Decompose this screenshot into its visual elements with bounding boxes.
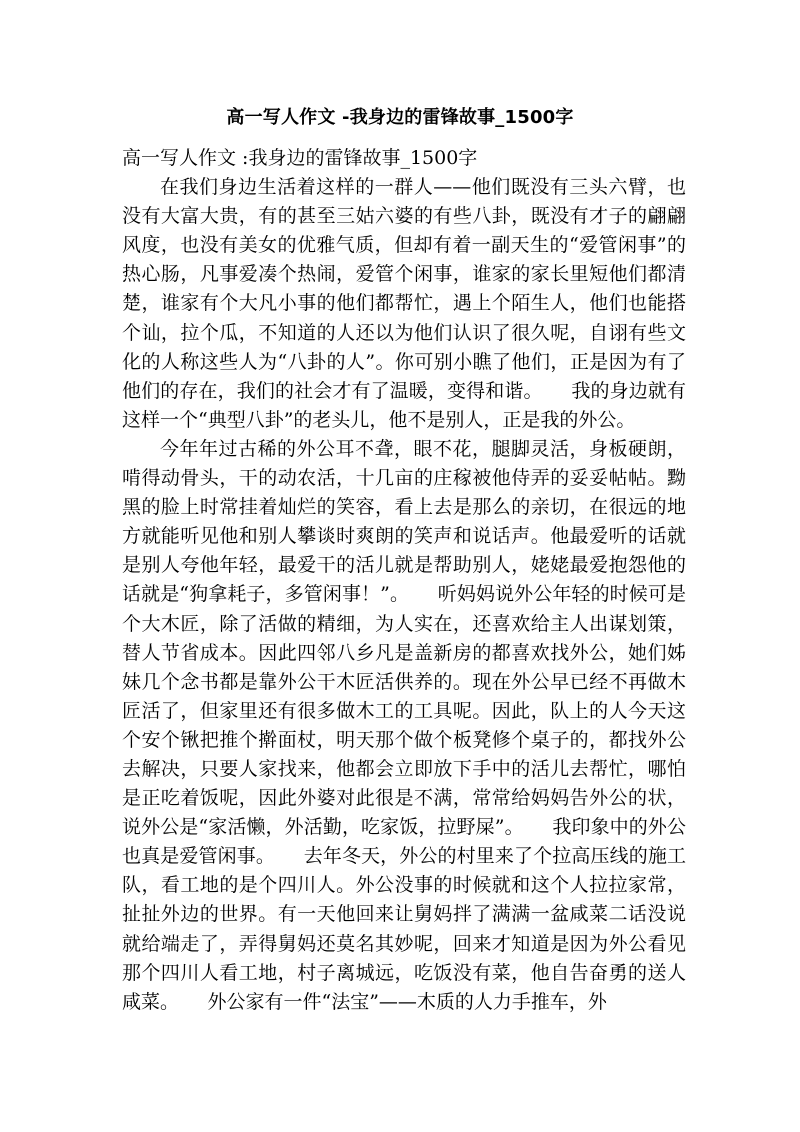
document-subtitle: 高一写人作文 :我身边的雷锋故事_1500字: [122, 147, 478, 169]
document-body: [122, 144, 686, 1017]
document-title: 高一写人作文 -我身边的雷锋故事_1500字: [226, 107, 574, 128]
paragraph: 在我们身边生活着这样的一群人——他们既没有三头六臂，也没有大富大贵，有的甚至三姑六婆的有些八卦，既没有才子的翩翩风度，也没有美女的优雅气质，但却有着一副天生的“爱管闲事”的热心肠，凡事爱凑个热闹，爱管个闲事，谁家的家长里短他们都清楚，谁家有个大凡小事的他们都帮忙，遇上个陌生人，他们也能搭个讪，拉个瓜，不知道的人还以为他们认识了很久呢，自诩有些文化的人称这些人为“八卦的人”。你可别小瞧了他们，正是因为有了他们的存在，我们的社会才有了温暖，变得和谐。 我的身边就有这样一个“典型八卦”的老头儿，他不是别人，正是我的外公。: [122, 176, 686, 431]
paragraph: 今年年过古稀的外公耳不聋，眼不花，腿脚灵活，身板硬朗，啃得动骨头，干的动农活，十几亩的庄稼被他侍弄的妥妥帖帖。黝黑的脸上时常挂着灿烂的笑容，看上去是那么的亲切，在很远的地方就能听见他和别人攀谈时爽朗的笑声和说话声。他最爱听的话就是别人夸他年轻，最爱干的活儿就是帮助别人，姥姥最爱抱怨他的话就是“狗拿耗子，多管闲事！”。 听妈妈说外公年轻的时候可是个大木匠，除了活做的精细，为人实在，还喜欢给主人出谋划策，替人节省成本。因此四邻八乡凡是盖新房的都喜欢找外公，她们姊妹几个念书都是靠外公干木匠活供养的。现在外公早已经不再做木匠活了，但家里还有很多做木工的工具呢。因此，队上的人今天这个安个锹把推个擀面杖，明天那个做个板凳修个桌子的，都找外公去解决，只要人家找来，他都会立即放下手中的活儿去帮忙，哪怕是正吃着饭呢，因此外婆对此很是不满，常常给妈妈告外公的状，说外公是“家活懒，外活勤，吃家饭，拉野屎”。 我印象中的外公也真是爱管闲事。 去年冬天，外公的村里来了个拉高压线的施工队，看工地的是个四川人。外公没事的时候就和这个人拉拉家常，扯扯外边的世界。有一天他回来让舅妈拌了满满一盆咸菜二话没说就给端走了，弄得舅妈还莫名其妙呢，回来才知道是因为外公看见那个四川人看工地，村子离城远，吃饭没有菜，他自告奋勇的送人咸菜。 外公家有一件“法宝”——木质的人力手推车，外: [122, 437, 686, 1013]
